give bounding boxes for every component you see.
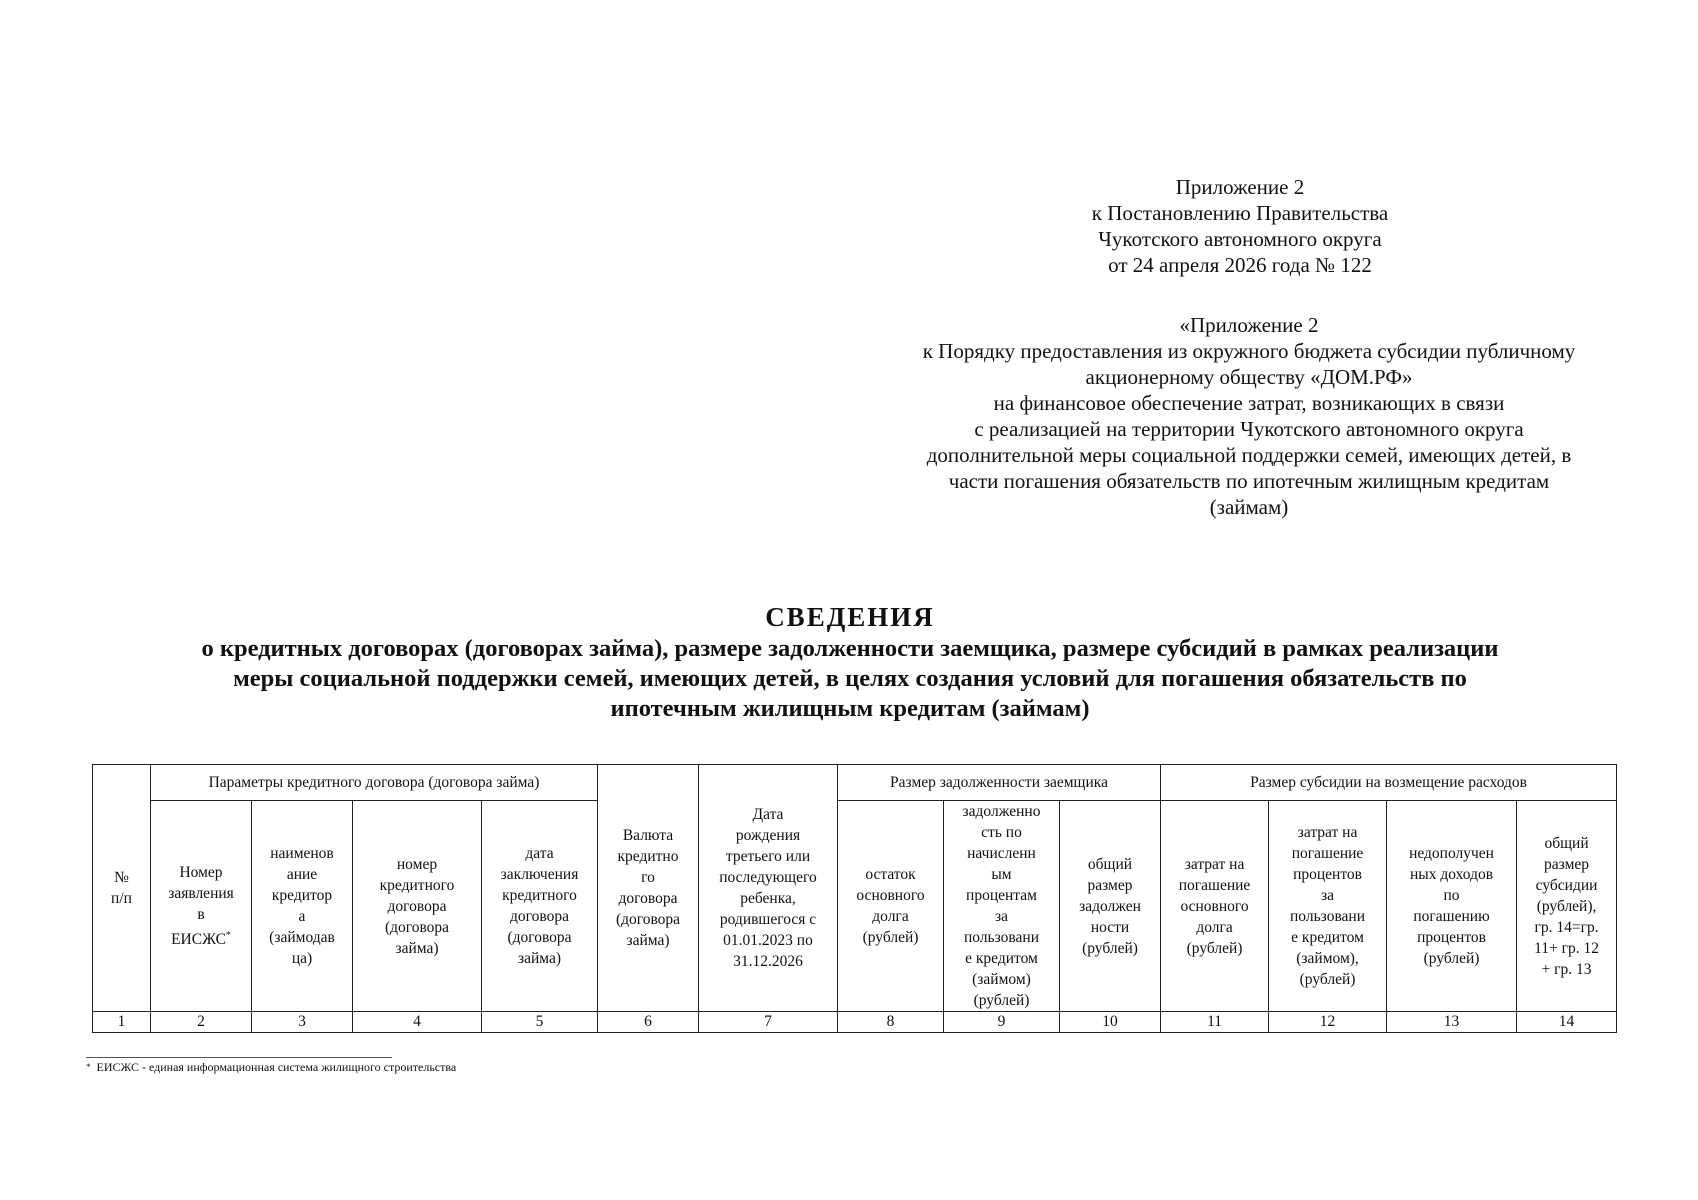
document-title-block [60,600,1640,724]
quoted-appendix-line: (займам) [1209,495,1289,519]
document-title: СВЕДЕНИЯ [765,602,935,632]
quoted-appendix-line: на финансовое обеспечение затрат, возникающих в связи [993,391,1505,415]
group-header-subsidy-size: Размер субсидии на возмещение расходов [1161,765,1617,801]
column-number: 11 [1161,1012,1269,1033]
column-number: 14 [1517,1012,1617,1033]
header-cell-currency: Валюта кредитно го договора (договора займа) [598,765,699,1012]
table-header-row [93,801,1617,1012]
quoted-appendix-line: «Приложение 2 [1179,313,1319,337]
header-cell-row-number: № п/п [93,765,151,1012]
header-cell-interest-costs: затрат на погашение процентов за пользовани е кредитом (займом), (рублей) [1269,801,1387,1012]
column-number: 3 [252,1012,353,1033]
column-number: 10 [1060,1012,1161,1033]
subtitle-line: о кредитных договорах (договорах займа), размере задолженности заемщика, размере субсидий в рамках реализации [201,635,1499,662]
footnote-text: ЕИСЖС - единая информационная система жилищного строительства [96,1060,457,1074]
quoted-appendix-line: к Порядку предоставления из окружного бюджета субсидии публичному [922,339,1576,363]
footnote [86,1060,456,1074]
footnote-marker: * [225,929,231,941]
appendix-line: Приложение 2 [1175,175,1305,199]
group-header-contract-params: Параметры кредитного договора (договора займа) [151,765,598,801]
appendix-line: Чукотского автономного округа [1098,227,1382,251]
column-number: 5 [482,1012,598,1033]
column-number: 1 [93,1012,151,1033]
footnote-separator [86,1057,392,1058]
footnote-mark: * [86,1062,91,1072]
column-number: 2 [151,1012,252,1033]
column-number: 13 [1387,1012,1517,1033]
header-cell-principal-balance: остаток основного долга (рублей) [838,801,944,1012]
header-cell-application-number [151,801,252,1012]
header-cell-total-subsidy: общий размер субсидии (рублей), гр. 14=гр. 11+ гр. 12 + гр. 13 [1517,801,1617,1012]
document-subtitle [60,634,1640,724]
subtitle-line: меры социальной поддержки семей, имеющих детей, в целях создания условий для погашения обязательств по [233,665,1467,692]
quoted-appendix-header [868,312,1630,520]
column-number: 8 [838,1012,944,1033]
header-cell-total-debt: общий размер задолжен ности (рублей) [1060,801,1161,1012]
table-group-header-row [93,765,1617,801]
column-number-row [93,1012,1617,1033]
header-cell-contract-date: дата заключения кредитного договора (договора займа) [482,801,598,1012]
header-cell-creditor-name: наименов ание кредитор а (займодав ца) [252,801,353,1012]
appendix-line: от 24 апреля 2026 года № 122 [1108,253,1372,277]
header-text: Номер заявления в ЕИСЖС [168,863,234,949]
subtitle-line: ипотечным жилищным кредитам (займам) [610,695,1090,722]
header-cell-lost-income: недополучен ных доходов по погашению процентов (рублей) [1387,801,1517,1012]
appendix-line: к Постановлению Правительства [1091,201,1389,225]
report-form-table [92,764,1617,1033]
column-number: 9 [944,1012,1060,1033]
column-number: 6 [598,1012,699,1033]
header-cell-contract-number: номер кредитного договора (договора займа) [353,801,482,1012]
header-cell-accrued-interest: задолженно сть по начисленн ым процентам за пользовани е кредитом (займом) (рублей) [944,801,1060,1012]
header-cell-principal-costs: затрат на погашение основного долга (рублей) [1161,801,1269,1012]
quoted-appendix-line: дополнительной меры социальной поддержки семей, имеющих детей, в [926,443,1572,467]
column-number: 4 [353,1012,482,1033]
group-header-debt-size: Размер задолженности заемщика [838,765,1161,801]
quoted-appendix-line: акционерному обществу «ДОМ.РФ» [1085,365,1413,389]
column-number: 7 [699,1012,838,1033]
appendix-header [1050,174,1430,278]
quoted-appendix-line: части погашения обязательств по ипотечным жилищным кредитам [948,469,1550,493]
column-number: 12 [1269,1012,1387,1033]
quoted-appendix-line: с реализацией на территории Чукотского автономного округа [974,417,1524,441]
header-cell-child-birth-date: Дата рождения третьего или последующего ребенка, родившегося с 01.01.2023 по 31.12.2026 [699,765,838,1012]
